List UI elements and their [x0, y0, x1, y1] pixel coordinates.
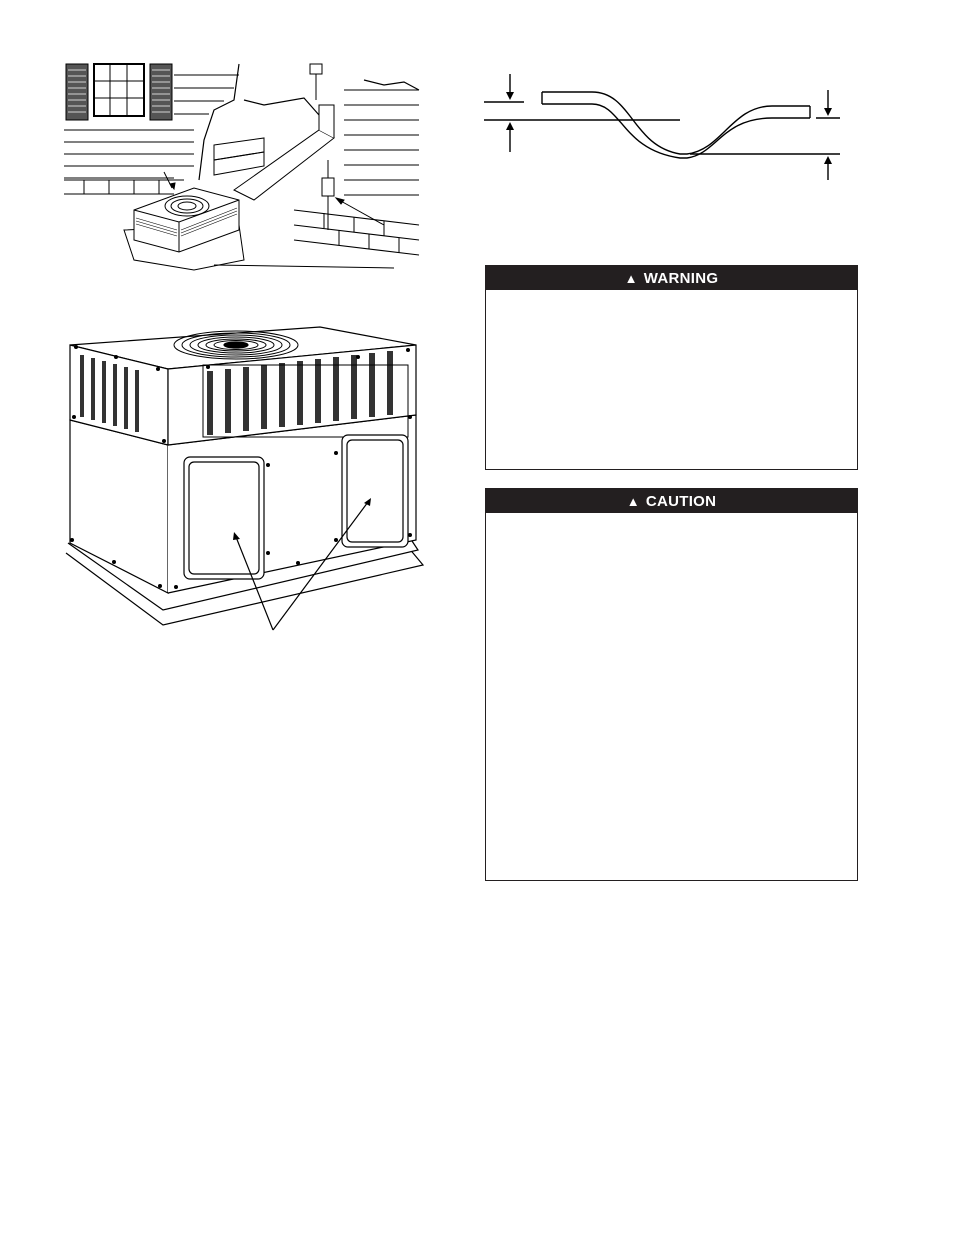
warning-box — [485, 265, 858, 470]
pipe-offset-diagram — [482, 70, 852, 182]
warning-triangle-icon: ▲ — [626, 493, 640, 509]
warning-body — [486, 290, 857, 469]
caution-body — [486, 513, 857, 880]
caution-box — [485, 488, 858, 881]
warning-triangle-icon: ▲ — [624, 270, 638, 286]
packaged-unit-illustration — [58, 325, 426, 665]
warning-header — [486, 266, 857, 290]
warning-title: WARNING — [643, 269, 719, 287]
caution-header — [486, 489, 857, 513]
caution-title: CAUTION — [645, 492, 717, 510]
installation-scene-illustration — [64, 60, 424, 275]
